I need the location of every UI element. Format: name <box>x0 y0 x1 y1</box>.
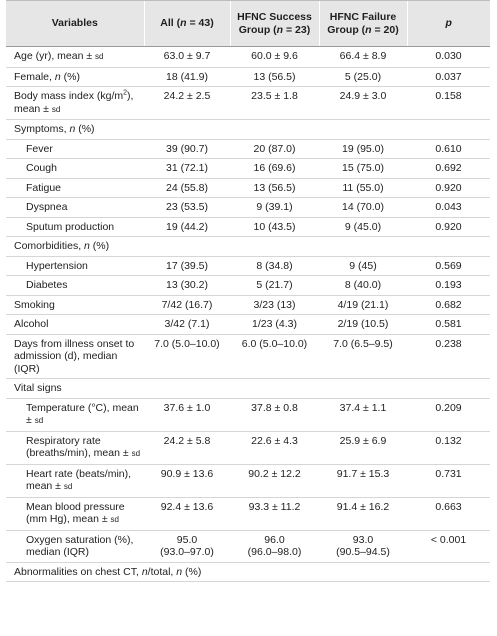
row-label: Smoking <box>6 295 144 315</box>
value-main: 93.0 <box>352 533 374 546</box>
header-failure: HFNC Failure Group (n = 20) <box>319 1 407 47</box>
row-label: Diabetes <box>6 276 144 296</box>
row-label: Dyspnea <box>6 198 144 218</box>
cell-failure: 8 (40.0) <box>319 276 407 296</box>
value-main: 96.0 <box>264 533 285 546</box>
cell-failure: 9 (45) <box>319 256 407 276</box>
row-label: Sputum production <box>6 217 144 237</box>
section-vital-signs: Vital signs <box>6 379 490 399</box>
row-label: Temperature (°C), mean ± sd <box>6 398 144 431</box>
cell-all: 19 (44.2) <box>144 217 230 237</box>
cell-p: 0.193 <box>407 276 490 296</box>
section-row <box>6 120 490 140</box>
cell-failure: 24.9 ± 3.0 <box>319 87 407 120</box>
section-row <box>6 562 490 582</box>
cell-success: 3/23 (13) <box>230 295 319 315</box>
cell-success: 9 (39.1) <box>230 198 319 218</box>
cell-all: 17 (39.5) <box>144 256 230 276</box>
cell-failure <box>319 530 407 562</box>
cell-all: 18 (41.9) <box>144 67 230 87</box>
cell-p: 0.610 <box>407 139 490 159</box>
cell-all: 90.9 ± 13.6 <box>144 464 230 497</box>
table-row <box>6 315 490 335</box>
table-row <box>6 47 490 68</box>
row-label: Respiratory rate (breaths/min), mean ± sd <box>6 431 144 464</box>
table-row <box>6 198 490 218</box>
cell-all: 31 (72.1) <box>144 159 230 179</box>
table-row <box>6 464 490 497</box>
table-row <box>6 295 490 315</box>
cell-failure: 4/19 (21.1) <box>319 295 407 315</box>
cell-success: 20 (87.0) <box>230 139 319 159</box>
header-row <box>6 1 490 47</box>
cell-success: 90.2 ± 12.2 <box>230 464 319 497</box>
cell-failure: 11 (55.0) <box>319 178 407 198</box>
row-label: Mean blood pressure (mm Hg), mean ± sd <box>6 497 144 530</box>
cell-all <box>144 530 230 562</box>
header-p: p <box>407 1 490 47</box>
table-row <box>6 334 490 379</box>
cell-all: 24.2 ± 5.8 <box>144 431 230 464</box>
cell-success: 10 (43.5) <box>230 217 319 237</box>
cell-success <box>230 530 319 562</box>
row-label: Fatigue <box>6 178 144 198</box>
cell-failure: 91.4 ± 16.2 <box>319 497 407 530</box>
row-label: Days from illness onset to admission (d), median (IQR) <box>6 334 144 379</box>
cell-all: 63.0 ± 9.7 <box>144 47 230 68</box>
cell-failure: 7.0 (6.5–9.5) <box>319 334 407 379</box>
cell-failure: 66.4 ± 8.9 <box>319 47 407 68</box>
value-iqr: (96.0–98.0) <box>247 546 302 558</box>
cell-failure: 9 (45.0) <box>319 217 407 237</box>
table-row <box>6 139 490 159</box>
row-label: Cough <box>6 159 144 179</box>
header-all: All (n = 43) <box>144 1 230 47</box>
cell-p: 0.209 <box>407 398 490 431</box>
cell-success: 37.8 ± 0.8 <box>230 398 319 431</box>
table-row <box>6 256 490 276</box>
cell-p: 0.037 <box>407 67 490 87</box>
data-table <box>6 0 490 582</box>
cell-p: 0.920 <box>407 217 490 237</box>
cell-success: 13 (56.5) <box>230 67 319 87</box>
cell-all: 13 (30.2) <box>144 276 230 296</box>
cell-failure: 5 (25.0) <box>319 67 407 87</box>
cell-p: 0.682 <box>407 295 490 315</box>
row-label: Alcohol <box>6 315 144 335</box>
cell-p: 0.569 <box>407 256 490 276</box>
cell-failure: 37.4 ± 1.1 <box>319 398 407 431</box>
section-comorbidities: Comorbidities, n (%) <box>6 237 490 257</box>
cell-success: 93.3 ± 11.2 <box>230 497 319 530</box>
row-label: Body mass index $(kg/m^2)$, mean ± sd <box>6 87 144 120</box>
row-label: Female, n (%) <box>6 67 144 87</box>
table-row <box>6 276 490 296</box>
cell-p: 0.030 <box>407 47 490 68</box>
value-iqr: (93.0–97.0) <box>160 546 214 558</box>
cell-p: 0.731 <box>407 464 490 497</box>
cell-failure: 91.7 ± 15.3 <box>319 464 407 497</box>
cell-all: 7.0 (5.0–10.0) <box>144 334 230 379</box>
cell-failure: 14 (70.0) <box>319 198 407 218</box>
cell-all: 23 (53.5) <box>144 198 230 218</box>
cell-all: 92.4 ± 13.6 <box>144 497 230 530</box>
table-row <box>6 530 490 562</box>
cell-p: 0.238 <box>407 334 490 379</box>
table-row <box>6 159 490 179</box>
cell-success: 5 (21.7) <box>230 276 319 296</box>
cell-failure: 19 (95.0) <box>319 139 407 159</box>
cell-success: 8 (34.8) <box>230 256 319 276</box>
cell-success: 60.0 ± 9.6 <box>230 47 319 68</box>
cell-p: 0.920 <box>407 178 490 198</box>
row-label: Oxygen saturation (%), median (IQR) <box>6 530 144 562</box>
cell-p: 0.581 <box>407 315 490 335</box>
table-row <box>6 217 490 237</box>
cell-success: 16 (69.6) <box>230 159 319 179</box>
row-label: Heart rate (beats/min), mean ± sd <box>6 464 144 497</box>
row-label: Age (yr), mean ± sd <box>6 47 144 68</box>
cell-success: 1/23 (4.3) <box>230 315 319 335</box>
cell-p: 0.663 <box>407 497 490 530</box>
section-chest-ct: Abnormalities on chest CT, n/total, n (%) <box>6 562 490 582</box>
cell-all: 3/42 (7.1) <box>144 315 230 335</box>
table-row <box>6 431 490 464</box>
cell-failure: 15 (75.0) <box>319 159 407 179</box>
cell-all: 24.2 ± 2.5 <box>144 87 230 120</box>
cell-success: 13 (56.5) <box>230 178 319 198</box>
cell-all: 7/42 (16.7) <box>144 295 230 315</box>
section-symptoms: Symptoms, n (%) <box>6 120 490 140</box>
header-variables: Variables <box>6 1 144 47</box>
cell-p: 0.692 <box>407 159 490 179</box>
cell-success: 6.0 (5.0–10.0) <box>230 334 319 379</box>
cell-all: 39 (90.7) <box>144 139 230 159</box>
cell-p: 0.158 <box>407 87 490 120</box>
row-label: Hypertension <box>6 256 144 276</box>
cell-success: 23.5 ± 1.8 <box>230 87 319 120</box>
table-row <box>6 398 490 431</box>
cell-failure: 2/19 (10.5) <box>319 315 407 335</box>
table-row <box>6 87 490 120</box>
value-iqr: (90.5–94.5) <box>336 546 390 558</box>
table-row <box>6 497 490 530</box>
row-label: Fever <box>6 139 144 159</box>
section-row <box>6 379 490 399</box>
cell-all: 37.6 ± 1.0 <box>144 398 230 431</box>
cell-p: < 0.001 <box>407 530 490 562</box>
table-row <box>6 178 490 198</box>
cell-p: 0.132 <box>407 431 490 464</box>
cell-failure: 25.9 ± 6.9 <box>319 431 407 464</box>
cell-all: 24 (55.8) <box>144 178 230 198</box>
cell-success: 22.6 ± 4.3 <box>230 431 319 464</box>
cell-p: 0.043 <box>407 198 490 218</box>
table-row <box>6 67 490 87</box>
value-main: 95.0 <box>176 533 198 546</box>
header-success: HFNC Success Group (n = 23) <box>230 1 319 47</box>
section-row <box>6 237 490 257</box>
